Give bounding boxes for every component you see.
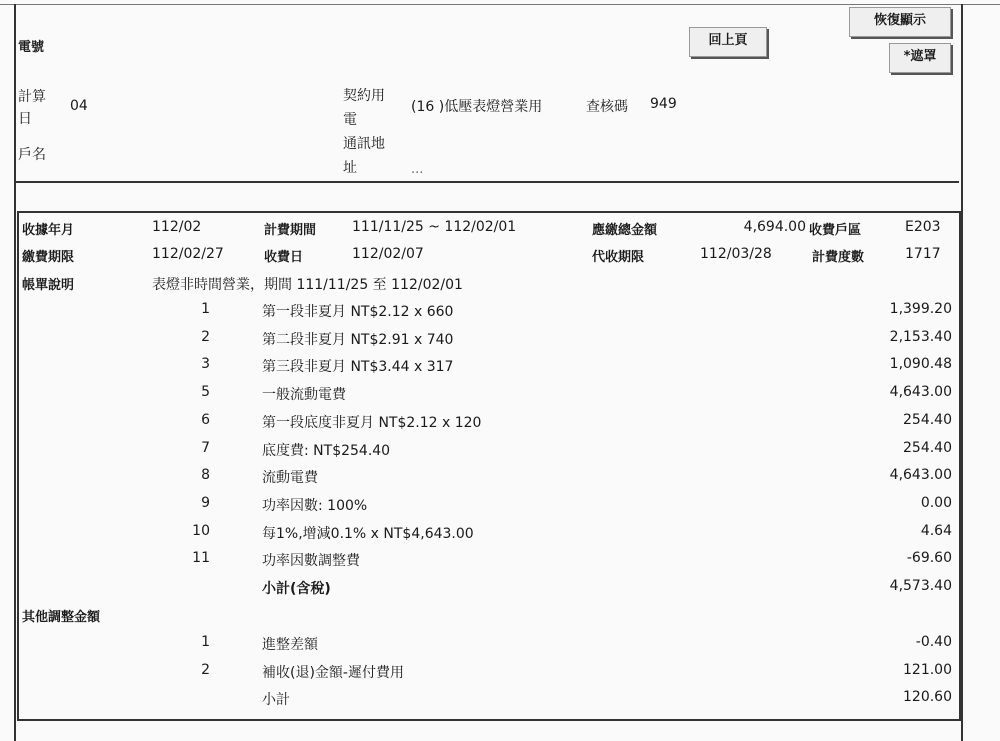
item-number: 7	[201, 439, 210, 456]
receipt-month-value: 112/02	[152, 219, 202, 235]
mask-button[interactable]: *遮罩	[889, 43, 951, 73]
billing-period-label: 計費期間	[264, 223, 317, 238]
item-amount: 4.64	[920, 522, 952, 539]
item-amount: 254.40	[903, 439, 952, 456]
calc-day-label: 計算 日	[18, 89, 46, 127]
item-description: 第三段非夏月 NT$3.44 x 317	[262, 359, 454, 376]
item-number: 9	[201, 494, 210, 511]
payment-due-value: 112/02/27	[152, 246, 224, 262]
item-number: 8	[201, 467, 210, 484]
calc-day-value: 04	[70, 98, 88, 114]
bill-description-label: 帳單說明	[22, 278, 75, 293]
item-description: 第二段非夏月 NT$2.91 x 740	[262, 331, 454, 348]
item-description: 每1%,增減0.1% x NT$4,643.00	[262, 525, 474, 542]
item-number: 3	[201, 356, 210, 373]
item-number: 1	[201, 634, 210, 650]
item-amount: 4,643.00	[889, 467, 952, 484]
item-amount: 121.00	[903, 661, 952, 678]
item-amount: 0.00	[920, 494, 952, 511]
contract-label: 契約用 電	[343, 88, 385, 128]
address-label: 通訊地 址	[343, 136, 385, 176]
other-adjustments-label: 其他調整金額	[22, 610, 101, 625]
item-description: 底度費: NT$254.40	[262, 442, 391, 459]
item-number: 5	[201, 384, 210, 401]
total-due-label: 應繳總金額	[592, 223, 658, 238]
subtotal-value: 120.60	[903, 689, 952, 705]
receipt-month-label: 收據年月	[22, 223, 75, 238]
item-amount: -0.40	[915, 634, 952, 650]
household-label: 戶名	[18, 147, 46, 163]
billing-period-value: 111/11/25 ~ 112/02/01	[352, 219, 517, 235]
item-description: 功率因數: 100%	[262, 497, 368, 514]
subtotal-taxed-value: 4,573.40	[889, 578, 952, 594]
item-number: 11	[192, 550, 210, 567]
billed-kwh-value: 1717	[905, 246, 941, 262]
address-value: ...	[411, 162, 424, 177]
item-amount: 1,399.20	[889, 301, 952, 317]
item-number: 10	[192, 522, 210, 539]
item-number: 2	[201, 661, 210, 678]
item-amount: 2,153.40	[889, 328, 952, 345]
item-description: 第一段底度非夏月 NT$2.12 x 120	[262, 414, 482, 431]
agent-due-value: 112/03/28	[700, 246, 772, 262]
subtotal-label: 小計	[262, 692, 290, 708]
total-due-value: 4,694.00	[743, 219, 806, 235]
subtotal-taxed-label: 小計(含稅)	[262, 581, 331, 597]
item-description: 一般流動電費	[262, 387, 346, 404]
collection-district-value: E203	[905, 219, 941, 235]
item-description: 第一段非夏月 NT$2.12 x 660	[262, 304, 454, 320]
item-amount: 4,643.00	[889, 384, 952, 401]
contract-value: (16 )低壓表燈營業用	[411, 99, 543, 115]
verify-code-value: 949	[650, 96, 677, 112]
item-amount: 1,090.48	[889, 356, 952, 373]
item-number: 2	[201, 328, 210, 345]
item-number: 1	[201, 301, 210, 317]
item-amount: -69.60	[906, 550, 952, 567]
item-description: 補收(退)金額-遲付費用	[262, 664, 404, 681]
item-amount: 254.40	[903, 411, 952, 428]
item-description: 功率因數調整費	[262, 553, 360, 570]
billed-kwh-label: 計費度數	[812, 250, 865, 265]
verify-code-label: 查核碼	[586, 99, 628, 115]
restore-display-button[interactable]: 恢復顯示	[849, 7, 951, 37]
item-number: 6	[201, 411, 210, 428]
header-divider	[16, 181, 959, 183]
collection-district-label: 收費戶區	[809, 223, 862, 238]
bill-description-value: 表燈非時間營業，期間 111/11/25 至 112/02/01	[152, 277, 463, 293]
back-button[interactable]: 回上頁	[689, 27, 767, 57]
item-description: 進整差額	[262, 637, 318, 653]
payment-due-label: 繳費期限	[22, 250, 75, 265]
phone-label: 電號	[18, 40, 45, 55]
collection-day-value: 112/02/07	[352, 246, 424, 262]
collection-day-label: 收費日	[264, 250, 304, 265]
item-description: 流動電費	[262, 470, 318, 487]
agent-due-label: 代收期限	[592, 250, 645, 265]
